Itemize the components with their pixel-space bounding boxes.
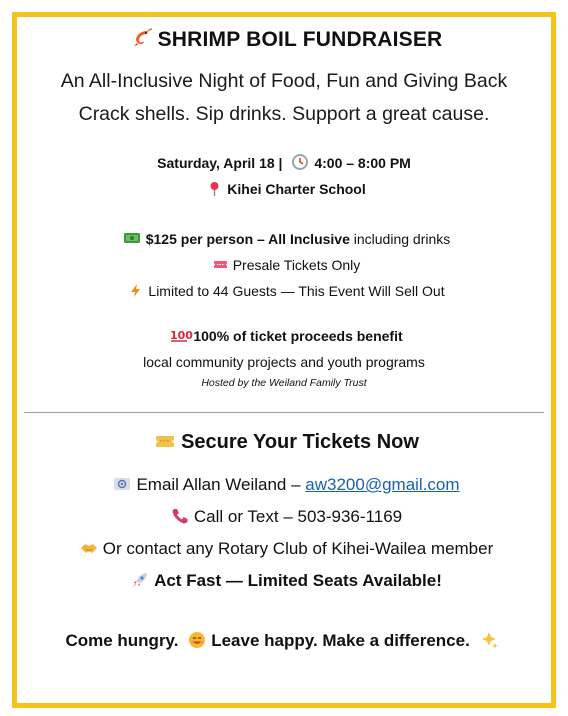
limited-row [0,283,568,300]
call-row [0,507,568,527]
hosted-by: Hosted by the Weiland Family Trust [201,377,367,389]
location-row [0,181,568,198]
email-prefix: Email Allan Weiland – [136,475,301,494]
hundred-icon [170,326,194,344]
smile-icon [188,631,206,649]
shrimp-icon [131,27,153,49]
subtitle-1: An All-Inclusive Night of Food, Fun and Giving Back [60,70,508,92]
secure-heading: Secure Your Tickets Now [181,431,419,453]
price-row [0,231,568,249]
flyer-title-row [0,28,568,52]
benefit-row [0,328,568,346]
email-icon [113,475,131,493]
rotary-row [0,539,568,559]
sparkles-icon [480,631,498,649]
subtitle-2: Crack shells. Sip drinks. Support a great cause. [78,103,490,125]
page-title: SHRIMP BOIL FUNDRAISER [157,28,443,51]
ticket-icon [154,430,176,452]
date-time-row [0,155,568,173]
act-fast-text: Act Fast — Limited Seats Available! [154,571,442,590]
event-time: 4:00 – 8:00 PM [314,155,411,171]
benefit-headline: 100% of ticket proceeds benefit [193,328,403,344]
call-text: Call or Text – 503-936-1169 [193,507,403,526]
presale-row [0,257,568,274]
act-fast-row [0,571,568,591]
section-divider [24,412,544,413]
event-location: Kihei Charter School [227,181,366,197]
phone-icon [171,507,189,525]
closing-part-1: Come hungry. [65,631,179,650]
rotary-text: Or contact any Rotary Club of Kihei-Wailea member [102,539,494,558]
closing-row [0,631,568,651]
closing-part-2: Leave happy. Make a difference. [211,631,470,650]
secure-heading-row [0,431,568,454]
limited-text: Limited to 44 Guests — This Event Will Sell Out [148,283,445,299]
clock-icon [291,153,309,171]
price-rest: including drinks [353,231,451,247]
email-row [0,475,568,495]
presale-text: Presale Tickets Only [232,257,361,273]
ticket-icon [213,257,228,272]
handshake-icon [80,539,98,557]
lightning-icon [128,283,143,298]
pin-icon [207,181,222,196]
price-bold: $125 per person – All Inclusive [145,231,350,247]
rocket-icon [131,571,149,589]
event-date: Saturday, April 18 | [157,155,283,171]
money-icon [123,229,141,247]
svg-text:100: 100 [170,329,194,343]
benefit-detail: local community projects and youth programs [143,354,425,370]
email-link[interactable]: aw3200@gmail.com [305,475,460,494]
